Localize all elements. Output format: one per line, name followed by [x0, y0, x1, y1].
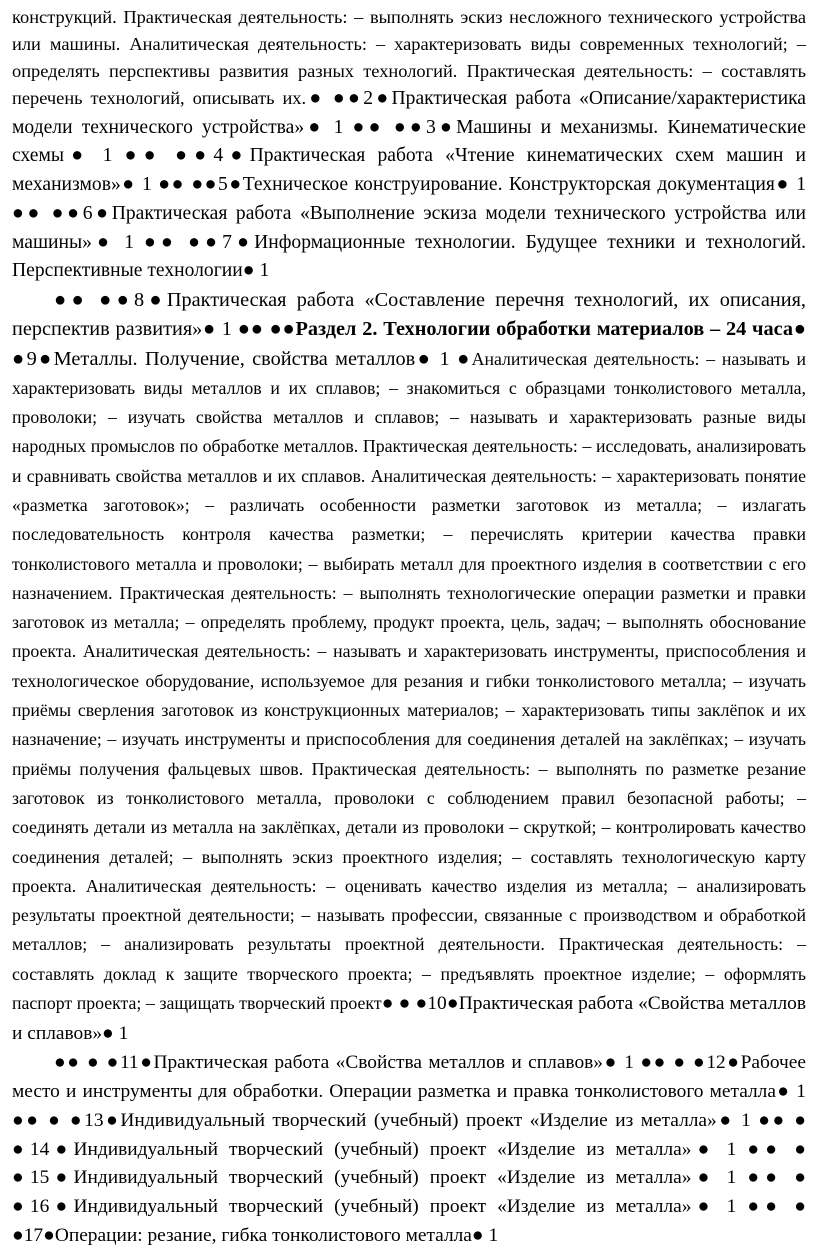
text-block-1: [12, 4, 806, 286]
text-block-3: [12, 1049, 806, 1251]
lesson-list-text: ● ● ●10●Практическая работа «Свойства металлов и сплавов»● 1: [12, 993, 806, 1044]
lesson-list-text: ●● ● ●11●Практическая работа «Свойства металлов и сплавов»● 1 ●● ● ●12●Рабочее место и инструменты для обработки. Операции разметка и правка тонколистового металла● 1 ●● ● ●13●Индивидуальный творческий (учебный) проект «Изделие из металла»● 1 ●● ● ●14●Индивидуальный творческий (учебный) проект «Изделие из металла»● 1 ●● ● ●15●Индивидуальный творческий (учебный) проект «Изделие из металла»● 1 ●● ● ●16●Индивидуальный творческий (учебный) проект «Изделие из металла»● 1 ●● ● ●17●Операции: резание, гибка тонколистового металла● 1: [12, 1051, 806, 1247]
lesson-list-text: ● ●●2●Практическая работа «Описание/характеристика модели технического устройства»● 1 ●● ●●3●Машины и механизмы. Кинематические схемы● 1 ●● ●●4●Практическая работа «Чтение кинематических схем машин и механизмов»● 1 ●● ●●5●Техническое конструирование. Конструкторская документация● 1 ●● ●●6●Практическая работа «Выполнение эскиза модели технического устройства или машины»● 1 ●● ●●7●Информационные технологии. Будущее техники и технологий. Перспективные технологии● 1: [12, 88, 806, 282]
lesson-list-text: ● ●9●Металлы. Получение, свойства металлов● 1 ●: [12, 318, 807, 370]
section-heading: Раздел 2. Технологии обработки материалов – 24 часа: [295, 318, 794, 341]
activity-text: Аналитическая деятельность: – называть и характеризовать виды металлов и их сплавов; – знакомиться с образцами тонколистового металла, проволоки; – изучать свойства металлов и сплавов; – называть и характеризовать разные виды народных промыслов по обработке металлов. Практическая деятельность: – исследовать, анализировать и сравнивать свойства металлов и их сплавов. Аналитическая деятельность: – характеризовать понятие «разметка заготовок»; – различать особенности разметки заготовок из металла; – излагать последовательность контроля качества разметки; – перечислять критерии качества правки тонколистового металла и проволоки; – выбирать металл для проектного изделия в соответствии с его назначением. Практическая деятельность: – выполнять технологические операции разметки и правки заготовок из металла; – определять проблему, продукт проекта, цель, задач; – выполнять обоснование проекта. Аналитическая деятельность: – называть и характеризовать инструменты, приспособления и технологическое оборудование, используемое для резания и гибки тонколистового металла; – изучать приёмы сверления заготовок из конструкционных материалов; – характеризовать типы заклёпок и их назначение; – изучать инструменты и приспособления для соединения деталей на заклёпках; – изучать приёмы получения фальцевых швов. Практическая деятельность: – выполнять по разметке резание заготовок из тонколистового металла, проволоки с соблюдением правил безопасной работы; – соединять детали из металла на заклёпках, детали из проволоки – скруткой; – контролировать качество соединения деталей; – выполнять эскиз проектного изделия; – составлять технологическую карту проекта. Аналитическая деятельность: – оценивать качество изделия из металла; – анализировать результаты проектной деятельности; – называть профессии, связанные с производством и обработкой металлов; – анализировать результаты проектной деятельности. Практическая деятельность: – составлять доклад к защите творческого проекта; – предъявлять проектное изделие; – оформлять паспорт проекта; – защищать творческий проект: [12, 348, 806, 1014]
text-block-2: [12, 286, 806, 1049]
lesson-list-text: ●● ●●8●Практическая работа «Составление перечня технологий, их описания, перспектив развития»● 1 ●● ●●: [12, 288, 806, 341]
activity-text: конструкций. Практическая деятельность: – выполнять эскиз несложного технического устройства или машины. Аналитическая деятельность: – характеризовать виды современных технологий; – определять перспективы развития разных технологий. Практическая деятельность: – составлять перечень технологий, описывать их.: [12, 7, 806, 108]
